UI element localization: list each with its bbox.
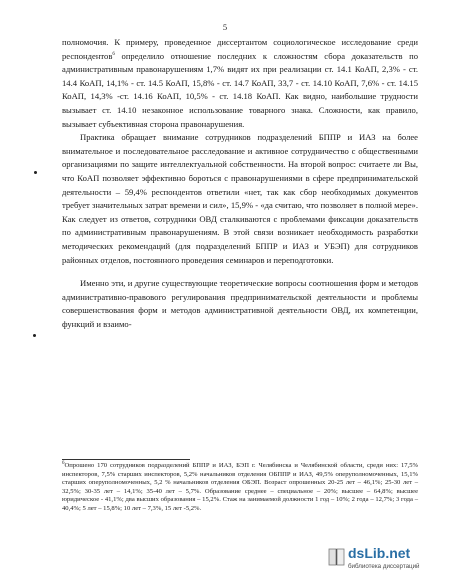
paragraph-1-continuation: определило отношение последних к сложностям сбора доказательств по административным правонарушениям 1,7% видят их при реализации ст. 14.1 КоАП, 2,3% - ст. 14.4 КоАП, 14,1% - ст. 14.5 КоАП, 15,8% - ст. 14.7 КоАП, 33,7 - ст. 14.10 КоАП, 7,6% - ст. 14.15 КоАП, 14,3% -ст. 14.16 КоАП, 10,5% - ст. 14.18 КоАП. Как видно, наибольшие трудности вызывает ст. 14.10 незаконное использование товарного знака. Сложности, как правило, вызывает субъективная сторона правонарушения.	[62, 50, 418, 129]
margin-dot-mark	[33, 334, 36, 337]
paragraph-2: Практика обращает внимание сотрудников подразделений БППР и ИАЗ на более внимательное и последовательное расследование и активное сотрудничество с общественными организациями по защите интеллектуальной собственности. На второй вопрос: считаете ли Вы, что КоАП позволяет эффективно бороться с правонарушениями в сфере предпринимательской деятельности – 59,4% респондентов ответили «нет, так как сбор необходимых документов требует значительных затрат времени и сил», 15,9% - «да считаю, что позволяет в полной мере». Как следует из ответов, сотрудники ОВД сталкиваются с проблемами фиксации доказательств по административным правонарушениям. В этой связи возникает необходимость разработки методических рекомендаций (для подразделений БППР и ИАЗ и УБЭП) для сотрудников районных отделов, постоянного проведения семинаров и переподготовки.	[62, 132, 418, 265]
margin-dot-mark	[34, 171, 37, 174]
footnote	[62, 462, 418, 514]
footnote-mark: 6	[62, 460, 65, 466]
paragraph-1-text: полномочия. К примеру, проведенное диссертантом социологическое исследование среди респондентов	[62, 37, 418, 61]
paragraph-1	[62, 36, 418, 131]
book-logo-icon	[328, 547, 346, 567]
footnote-text	[62, 462, 418, 514]
watermark-subtitle: библиотека диссертаций	[348, 563, 420, 570]
paragraph-3: Именно эти, и другие существующие теоретические вопросы соотношения форм и методов административно-правового регулирования предпринимательской деятельности и проблемы совершенствования форм и методов административной деятельности ОВД, их компетенции, функций и взаимо-	[62, 278, 418, 329]
watermark-title: dsLib.net	[348, 545, 411, 561]
footnote-body: Опрошено 170 сотрудников подразделений БППР и ИАЗ, БЭП г. Челябинска и Челябинской области, среди них: 17,5% инспекторов, 7,5% старших инспекторов, 5,2% начальников отделения ОБППР и ИАЗ, 49,5% оперуполномоченных, 15,1% старших оперуполномоченных, 5,2 % начальников отделения ОБЭП. Возраст опрошенных 20-25 лет – 46,1%; 25-30 лет – 32,5%; 30-35 лет – 14,1%; 35-40 лет – 5,7%. Образование среднее – специальное – 20%; высшее – 64,8%; высшее юридическое - 41,1%; два высших образования – 15,2%. Стаж на занимаемой должности 1 год – 10%; 2 года – 12,7%; 3 года – 40,4%; 5 лет – 15,8%; 10 лет – 7,3%, 15 лет -5,2%.	[62, 462, 418, 512]
main-text	[62, 36, 418, 331]
site-watermark	[326, 544, 444, 574]
footnote-reference: 6	[112, 51, 115, 57]
page-number: 5	[222, 22, 228, 32]
footnote-separator	[62, 459, 190, 460]
